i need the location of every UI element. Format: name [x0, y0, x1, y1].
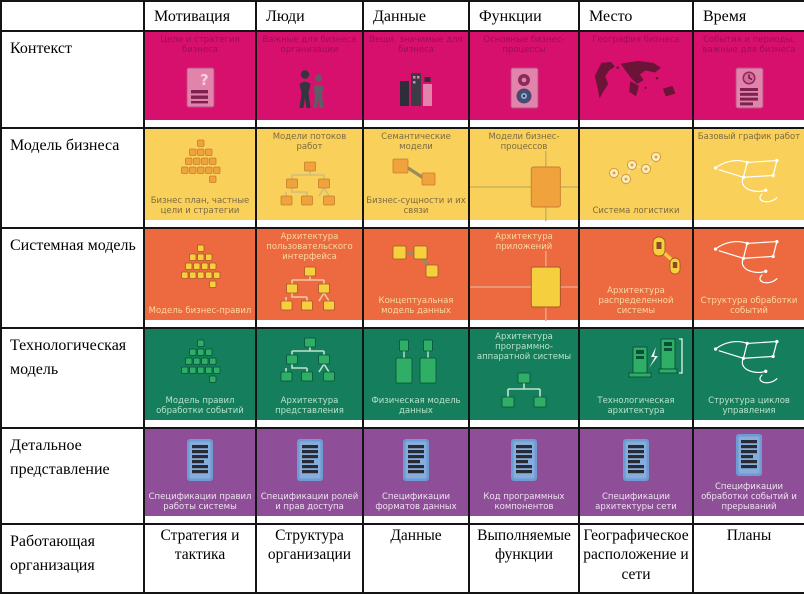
cell-caption-top: География бизнеса — [592, 35, 680, 45]
pyramid-yellow-icon — [145, 229, 255, 306]
tallrects-green-icon — [364, 329, 468, 396]
cell-caption-bottom: Спецификации правил работы системы — [148, 491, 252, 512]
pyramid-orange-icon — [145, 129, 255, 196]
matrix-cell — [469, 128, 579, 228]
matrix-cell — [469, 328, 579, 428]
linked-orange-icon — [364, 152, 468, 196]
cell-caption-bottom: Модель бизнес-правил — [148, 305, 252, 316]
cell-caption-bottom: Бизнес-сущности и их связи — [366, 195, 466, 216]
matrix-cell — [693, 328, 804, 428]
row-label: Контекст — [1, 31, 144, 128]
matrix-body — [1, 31, 804, 593]
matrix-cell — [363, 428, 469, 524]
cell-caption-bottom: Код программных компонентов — [483, 491, 565, 512]
footer-cell: Данные — [363, 524, 469, 593]
cell-caption-top: Модели бизнес-процессов — [488, 132, 560, 153]
cell-caption-bottom: Бизнес план, частные цели и стратегии — [150, 195, 250, 216]
specdoc-icon — [580, 429, 692, 492]
footer-cell: Планы — [693, 524, 804, 593]
matrix-cell — [256, 428, 363, 524]
matrix-cell — [469, 428, 579, 524]
sketch-icon — [694, 142, 804, 220]
doc-clock-icon — [694, 55, 804, 120]
specdoc-icon — [364, 429, 468, 492]
cell-caption-bottom: Структура циклов управления — [708, 395, 790, 416]
matrix-cell — [144, 128, 256, 228]
sketch-icon — [694, 229, 804, 296]
column-header: Мотивация — [144, 1, 256, 31]
matrix-cell — [693, 428, 804, 524]
matrix-cell — [144, 328, 256, 428]
matrix-cell — [256, 228, 363, 328]
orgchart-green2-icon — [470, 362, 578, 420]
cell-caption-bottom: Спецификации ролей и прав доступа — [260, 491, 359, 512]
matrix-cell — [363, 31, 469, 128]
matrix-cell — [256, 128, 363, 228]
matrix-header — [1, 1, 804, 31]
svg-text:?: ? — [200, 70, 209, 89]
column-header: Время — [693, 1, 804, 31]
matrix-cell — [693, 128, 804, 228]
matrix-cell — [144, 428, 256, 524]
column-header: Место — [579, 1, 693, 31]
footer-cell: Географическое расположение и сети — [579, 524, 693, 593]
worldmap-icon — [580, 45, 692, 120]
column-header: Функции — [469, 1, 579, 31]
matrix-cell — [693, 31, 804, 128]
linked-yellow-icon — [364, 229, 468, 296]
matrix-cell — [469, 228, 579, 328]
cross-yellow-icon — [470, 252, 578, 320]
cell-caption-top: Архитектура программно-аппаратной системы — [476, 332, 572, 363]
matrix-cell — [579, 31, 693, 128]
pyramid-green-icon — [145, 329, 255, 396]
cell-caption-top: Архитектура пользовательского интерфейса — [266, 232, 353, 263]
column-header: Люди — [256, 1, 363, 31]
computers-icon — [580, 329, 692, 396]
specdoc-icon — [694, 429, 804, 482]
column-header: Данные — [363, 1, 469, 31]
matrix-cell — [363, 128, 469, 228]
cell-caption-top: Цели и стратегия бизнеса — [160, 35, 240, 56]
footer-cell: Структура организации — [256, 524, 363, 593]
cell-caption-bottom: Спецификации обработки событий и прерываний — [701, 481, 797, 512]
row-label: Системная модель — [1, 228, 144, 328]
cell-caption-bottom: Физическая модель данных — [371, 395, 461, 416]
nodes-yellow-icon — [580, 229, 692, 286]
cell-caption-bottom: Технологическая архитектура — [597, 395, 675, 416]
cell-caption-bottom: Спецификации архитектуры сети — [595, 491, 677, 512]
matrix-cell — [579, 228, 693, 328]
cell-caption-top: Архитектура приложений — [495, 232, 553, 253]
cell-caption-bottom: Система логистики — [592, 205, 680, 216]
cell-caption-top: События и периоды, важные для бизнеса — [702, 35, 796, 56]
matrix-cell — [144, 228, 256, 328]
specdoc-icon — [470, 429, 578, 492]
matrix-cell — [579, 328, 693, 428]
matrix-cell — [693, 228, 804, 328]
row-label: Модель бизнеса — [1, 128, 144, 228]
cell-caption-top: Основные бизнес-процессы — [483, 35, 565, 56]
cell-caption-bottom: Структура обработки событий — [700, 295, 798, 316]
row-label: Технологическая модель — [1, 328, 144, 428]
sketch-icon — [694, 329, 804, 396]
cell-caption-top: Модели потоков работ — [272, 132, 347, 153]
cell-caption-top: Базовый график работ — [697, 132, 801, 142]
orgchart-yellow-icon — [257, 262, 362, 320]
people-icon — [257, 55, 362, 120]
matrix-cell — [469, 31, 579, 128]
doc-question-icon — [145, 55, 255, 120]
cell-caption-bottom: Архитектура представления — [275, 395, 344, 416]
cell-caption-top: Важные для бизнеса организации — [262, 35, 357, 56]
corner-cell — [1, 1, 144, 31]
netcircles-icon — [580, 129, 692, 206]
buildings-icon — [364, 55, 468, 120]
cross-orange-icon — [470, 152, 578, 220]
matrix-cell — [363, 328, 469, 428]
specdoc-icon — [145, 429, 255, 492]
matrix-cell — [256, 31, 363, 128]
specdoc-icon — [257, 429, 362, 492]
row-label: Работающая организация — [1, 524, 144, 593]
matrix-cell — [256, 328, 363, 428]
matrix-cell — [363, 228, 469, 328]
cell-caption-top: Семантические модели — [381, 132, 451, 153]
matrix-cell — [579, 428, 693, 524]
orgchart-orange-icon — [257, 152, 362, 220]
doc-gears-icon — [470, 55, 578, 120]
cell-caption-bottom: Модель правил обработки событий — [156, 395, 244, 416]
cell-caption-bottom: Спецификации форматов данных — [375, 491, 457, 512]
cell-caption-bottom: Архитектура распределенной системы — [598, 285, 674, 316]
matrix-cell — [144, 31, 256, 128]
cell-caption-top: Вещи, значимые для бизнеса — [369, 35, 463, 56]
footer-cell: Стратегия и тактика — [144, 524, 256, 593]
cell-caption-bottom: Концептуальная модель данных — [378, 295, 454, 316]
footer-cell: Выполняемые функции — [469, 524, 579, 593]
orgchart-green-icon — [257, 329, 362, 396]
matrix-cell — [579, 128, 693, 228]
row-label: Детальное представление — [1, 428, 144, 524]
